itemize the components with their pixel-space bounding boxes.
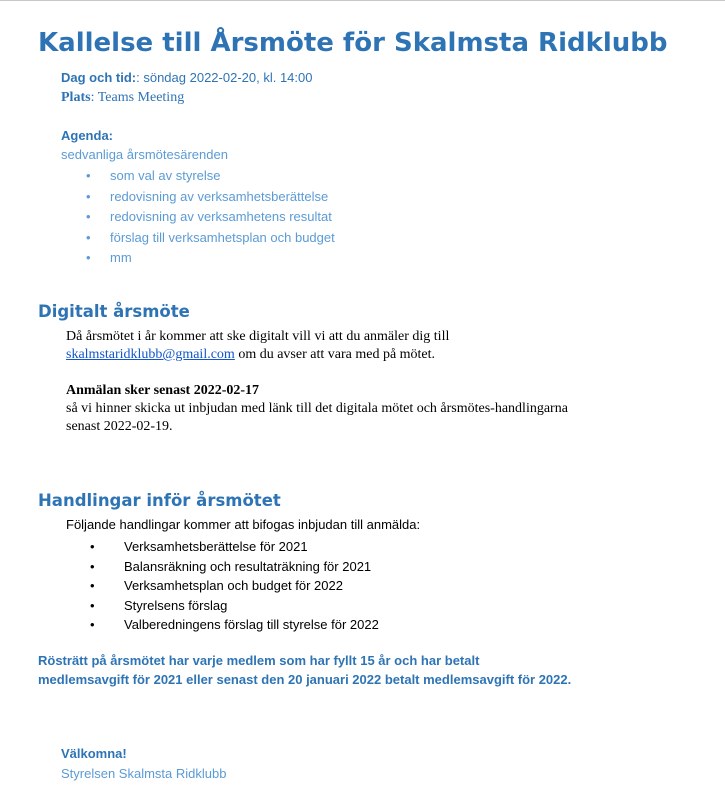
agenda-item: • som val av styrelse xyxy=(86,166,335,187)
documents-heading: Handlingar inför årsmötet xyxy=(38,491,281,510)
documents-list xyxy=(90,537,379,635)
date-time-line: Dag och tid:: söndag 2022-02-20, kl. 14:00 xyxy=(61,70,313,85)
digital-line-1: Då årsmötet i år kommer att ske digitalt vill vi att du anmäler dig till xyxy=(66,329,450,344)
digital-line-2 xyxy=(66,347,435,363)
signature: Styrelsen Skalmsta Ridklubb xyxy=(61,766,227,781)
documents-intro: Följande handlingar kommer att bifogas inbjudan till anmälda: xyxy=(66,517,421,532)
place-line xyxy=(61,89,184,106)
document-item: • Verksamhetsberättelse för 2021 xyxy=(90,537,379,557)
place-label: Plats xyxy=(61,90,91,105)
agenda-intro: sedvanliga årsmötesärenden xyxy=(61,147,228,162)
digital-line-2-rest: om du avser att vara med på mötet. xyxy=(234,347,436,362)
document-item: • Verksamhetsplan och budget för 2022 xyxy=(90,576,379,596)
agenda-item: • redovisning av verksamhetens resultat xyxy=(86,207,335,228)
digital-line-3: så vi hinner skicka ut inbjudan med länk till det digitala mötet och årsmötes-handlingarna xyxy=(66,401,568,416)
date-value: : söndag 2022-02-20, kl. 14:00 xyxy=(136,70,313,85)
voting-rights-note xyxy=(38,651,678,689)
document-item: • Balansräkning och resultaträkning för 2021 xyxy=(90,557,379,577)
place-value: : Teams Meeting xyxy=(90,90,185,105)
agenda-list xyxy=(86,166,335,269)
date-label: Dag och tid xyxy=(61,70,132,85)
agenda-item: • mm xyxy=(86,248,335,269)
digital-line-4: senast 2022-02-19. xyxy=(66,419,173,434)
document-title: Kallelse till Årsmöte för Skalmsta Ridklubb xyxy=(38,28,668,58)
voting-line-2: medlemsavgift för 2021 eller senast den 20 januari 2022 betalt medlemsavgift för 2022. xyxy=(38,672,572,687)
agenda-item: • redovisning av verksamhetsberättelse xyxy=(86,187,335,208)
voting-line-1: Rösträtt på årsmötet har varje medlem som har fyllt 15 år och har betalt xyxy=(38,653,480,668)
agenda-item: • förslag till verksamhetsplan och budget xyxy=(86,228,335,249)
registration-deadline: Anmälan sker senast 2022-02-17 xyxy=(66,383,260,398)
email-link[interactable]: skalmstaridklubb@gmail.com xyxy=(66,347,235,362)
welcome-text: Välkomna! xyxy=(61,746,127,761)
digital-heading: Digitalt årsmöte xyxy=(38,302,190,321)
document-item: • Styrelsens förslag xyxy=(90,596,379,616)
document-item: • Valberedningens förslag till styrelse för 2022 xyxy=(90,615,379,635)
page-top-border xyxy=(0,0,725,1)
agenda-heading: Agenda: xyxy=(61,128,113,143)
